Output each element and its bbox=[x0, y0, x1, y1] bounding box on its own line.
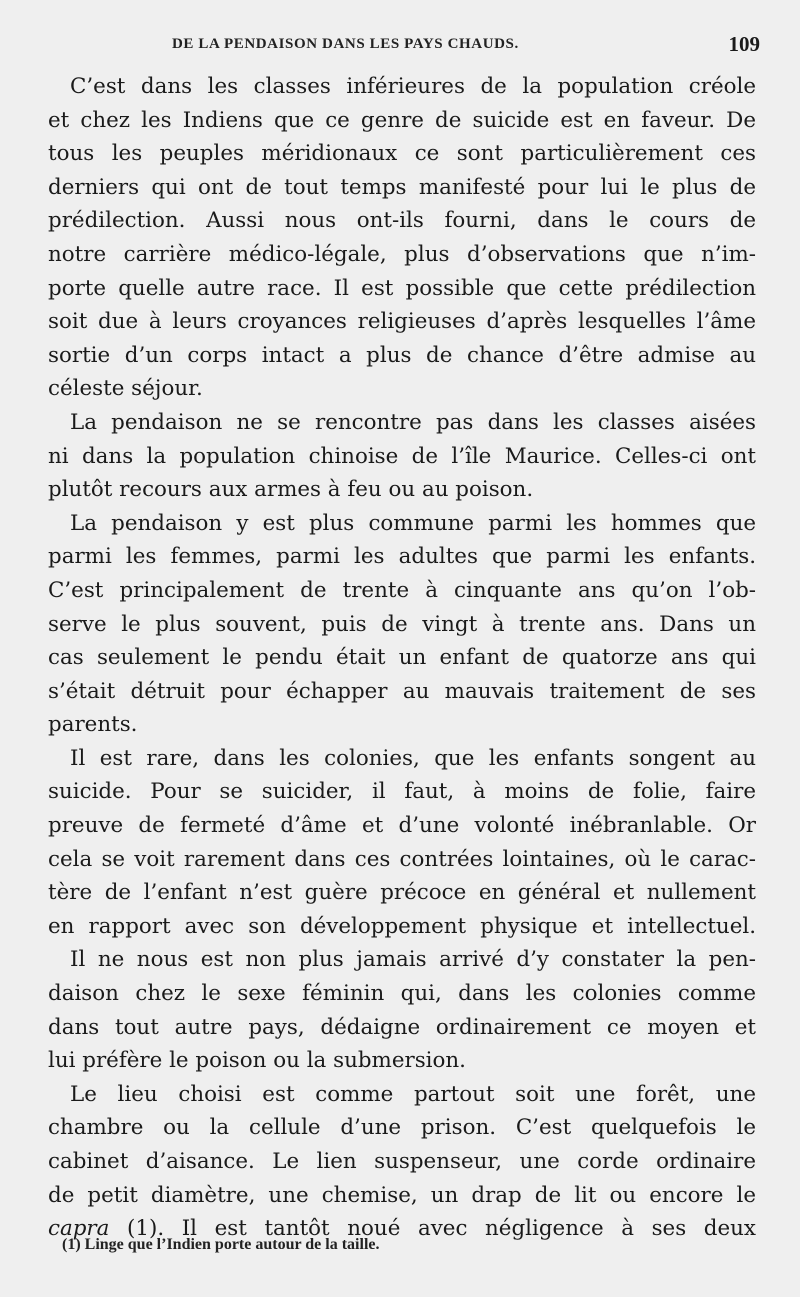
text-line: preuve de fermeté d’âme et d’une volonté inébranlable. Or bbox=[48, 813, 756, 839]
text-line: tère de l’enfant n’est guère précoce en général et nullement bbox=[48, 880, 756, 906]
text-line: serve le plus souvent, puis de vingt à trente ans. Dans un bbox=[48, 611, 756, 637]
text-line: ni dans la population chinoise de l’île Maurice. Celles-ci ont bbox=[48, 443, 756, 469]
running-head bbox=[50, 34, 760, 58]
text-line: C’est dans les classes inférieures de la population créole bbox=[70, 74, 756, 99]
text-line: tous les peuples méridionaux ce sont particulièrement ces bbox=[48, 141, 756, 167]
body-text bbox=[48, 70, 756, 1246]
text-line: daison chez le sexe féminin qui, dans les colonies comme bbox=[48, 981, 756, 1007]
text-line: prédilection. Aussi nous ont-ils fourni, dans le cours de bbox=[48, 208, 756, 234]
text-line: en rapport avec son développement physique et intellectuel. bbox=[48, 913, 756, 939]
text-line-rest: (1). Il est tantôt noué avec négligence à ses deux bbox=[127, 1216, 756, 1242]
text-line: plutôt recours aux armes à feu ou au poison. bbox=[48, 477, 534, 503]
text-line: soit due à leurs croyances religieuses d’après lesquelles l’âme bbox=[48, 309, 756, 335]
text-line: Le lieu choisi est comme partout soit une forêt, une bbox=[70, 1081, 756, 1107]
text-line: cela se voit rarement dans ces contrées lointaines, où le carac- bbox=[48, 846, 756, 872]
text-line: notre carrière médico-légale, plus d’observations que n’im- bbox=[48, 241, 756, 267]
text-line: et chez les Indiens que ce genre de suicide est en faveur. De bbox=[48, 107, 756, 133]
text-line: derniers qui ont de tout temps manifesté pour lui le plus de bbox=[48, 174, 756, 200]
text-line: Il ne nous est non plus jamais arrivé d’y constater la pen- bbox=[70, 947, 756, 973]
running-title: DE LA PENDAISON DANS LES PAYS CHAUDS. bbox=[172, 36, 519, 52]
italic-word: capra bbox=[48, 1216, 110, 1242]
text-line: cas seulement le pendu était un enfant de quatorze ans qui bbox=[48, 645, 756, 671]
text-line: cabinet d’aisance. Le lien suspenseur, une corde ordinaire bbox=[48, 1149, 756, 1174]
text-line: céleste séjour. bbox=[48, 376, 203, 402]
text-line: La pendaison ne se rencontre pas dans les classes aisées bbox=[70, 409, 756, 435]
text-line: sortie d’un corps intact a plus de chance d’être admise au bbox=[48, 342, 756, 368]
text-line: s’était détruit pour échapper au mauvais traitement de ses bbox=[48, 678, 756, 704]
text-line: chambre ou la cellule d’une prison. C’est quelquefois le bbox=[48, 1115, 756, 1141]
text-line: C’est principalement de trente à cinquante ans qu’on l’ob- bbox=[48, 577, 756, 603]
footnote: (1) Linge que l’Indien porte autour de la taille. bbox=[62, 1236, 380, 1253]
text-line: suicide. Pour se suicider, il faut, à moins de folie, faire bbox=[48, 779, 756, 805]
page-number: 109 bbox=[728, 32, 760, 56]
text-line: Il est rare, dans les colonies, que les enfants songent au bbox=[70, 745, 756, 771]
text-line: La pendaison y est plus commune parmi les hommes que bbox=[70, 510, 756, 536]
text-line: dans tout autre pays, dédaigne ordinairement ce moyen et bbox=[48, 1014, 756, 1040]
text-line: porte quelle autre race. Il est possible que cette prédilection bbox=[48, 275, 756, 301]
text-line: parents. bbox=[48, 712, 138, 738]
text-line: parmi les femmes, parmi les adultes que parmi les enfants. bbox=[48, 544, 756, 570]
text-line: lui préfère le poison ou la submersion. bbox=[48, 1048, 466, 1074]
text-line: de petit diamètre, une chemise, un drap de lit ou encore le bbox=[48, 1182, 756, 1208]
